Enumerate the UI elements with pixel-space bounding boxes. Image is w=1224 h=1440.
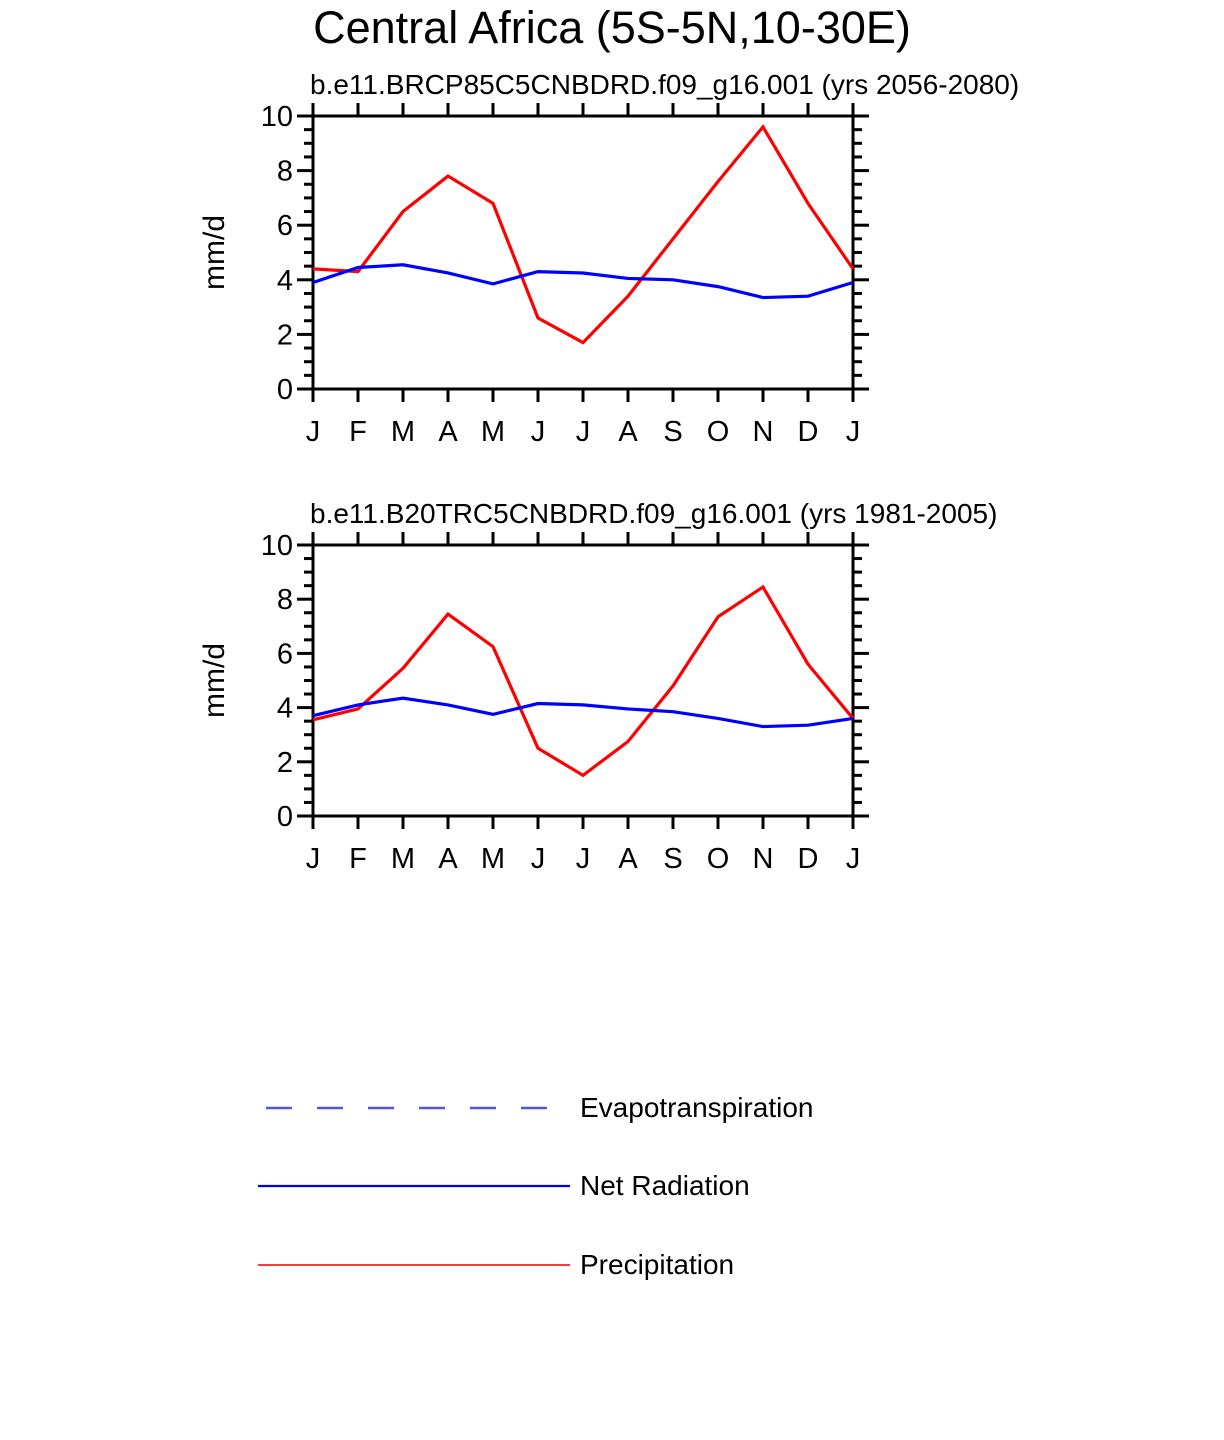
month-label: D bbox=[797, 843, 819, 875]
y-tick-label: 4 bbox=[276, 692, 293, 725]
chart-1-plot bbox=[198, 101, 869, 448]
chart-1-title: b.e11.BRCP85C5CNBDRD.f09_g16.001 (yrs 2056-2080) bbox=[310, 69, 1020, 100]
precipitation-line bbox=[313, 127, 853, 343]
net-radiation-line bbox=[313, 265, 853, 298]
y-tick-label: 10 bbox=[260, 530, 293, 562]
legend-entry-net-radiation bbox=[258, 1169, 750, 1203]
page-title: Central Africa (5S-5N,10-30E) bbox=[313, 2, 911, 53]
month-label: J bbox=[845, 843, 861, 875]
month-label: J bbox=[530, 416, 546, 448]
month-label: J bbox=[575, 416, 591, 448]
month-label: J bbox=[305, 843, 321, 875]
legend-entry-evapotranspiration bbox=[258, 1091, 813, 1125]
y-tick-label: 4 bbox=[276, 264, 293, 297]
month-label: M bbox=[390, 416, 416, 448]
month-label: M bbox=[480, 843, 506, 875]
thin-line-swatch bbox=[258, 1260, 570, 1270]
legend-label-evapotranspiration: Evapotranspiration bbox=[580, 1092, 814, 1123]
month-label: O bbox=[706, 416, 730, 448]
month-label: M bbox=[480, 416, 506, 448]
y-tick-label: 6 bbox=[276, 638, 293, 671]
month-label: F bbox=[349, 843, 367, 875]
plot-frame bbox=[313, 116, 853, 389]
month-label: D bbox=[797, 416, 819, 448]
month-label: S bbox=[663, 416, 683, 448]
month-label: A bbox=[618, 843, 638, 875]
y-tick-label: 10 bbox=[260, 101, 293, 133]
y-tick-label: 2 bbox=[276, 319, 293, 352]
y-tick-label: 6 bbox=[276, 210, 293, 243]
month-label: J bbox=[575, 843, 591, 875]
month-label: A bbox=[438, 416, 458, 448]
chart-2-plot bbox=[198, 530, 869, 875]
month-label: J bbox=[305, 416, 321, 448]
y-tick-label: 0 bbox=[276, 374, 293, 406]
dashed-line-swatch bbox=[258, 1103, 570, 1113]
month-label: F bbox=[349, 416, 367, 448]
month-label: O bbox=[706, 843, 730, 875]
month-label: M bbox=[390, 843, 416, 875]
chart-2-title: b.e11.B20TRC5CNBDRD.f09_g16.001 (yrs 1981-2005) bbox=[310, 498, 998, 529]
y-axis-title: mm/d bbox=[198, 215, 231, 290]
month-label: A bbox=[618, 416, 638, 448]
month-label: A bbox=[438, 843, 458, 875]
y-tick-label: 2 bbox=[276, 746, 293, 779]
legend-entry-precipitation bbox=[258, 1248, 734, 1282]
y-tick-label: 8 bbox=[276, 584, 293, 617]
y-axis-title: mm/d bbox=[198, 643, 231, 718]
net-radiation-line bbox=[313, 698, 853, 726]
legend-label-precipitation: Precipitation bbox=[580, 1249, 735, 1280]
month-label: J bbox=[530, 843, 546, 875]
solid-line-swatch bbox=[258, 1181, 570, 1191]
month-label: S bbox=[663, 843, 683, 875]
legend-label-net-radiation: Net Radiation bbox=[580, 1170, 750, 1201]
y-tick-label: 0 bbox=[276, 801, 293, 833]
precipitation-line bbox=[313, 587, 853, 775]
month-label: N bbox=[752, 843, 774, 875]
month-label: J bbox=[845, 416, 861, 448]
month-label: N bbox=[752, 416, 774, 448]
y-tick-label: 8 bbox=[276, 155, 293, 188]
